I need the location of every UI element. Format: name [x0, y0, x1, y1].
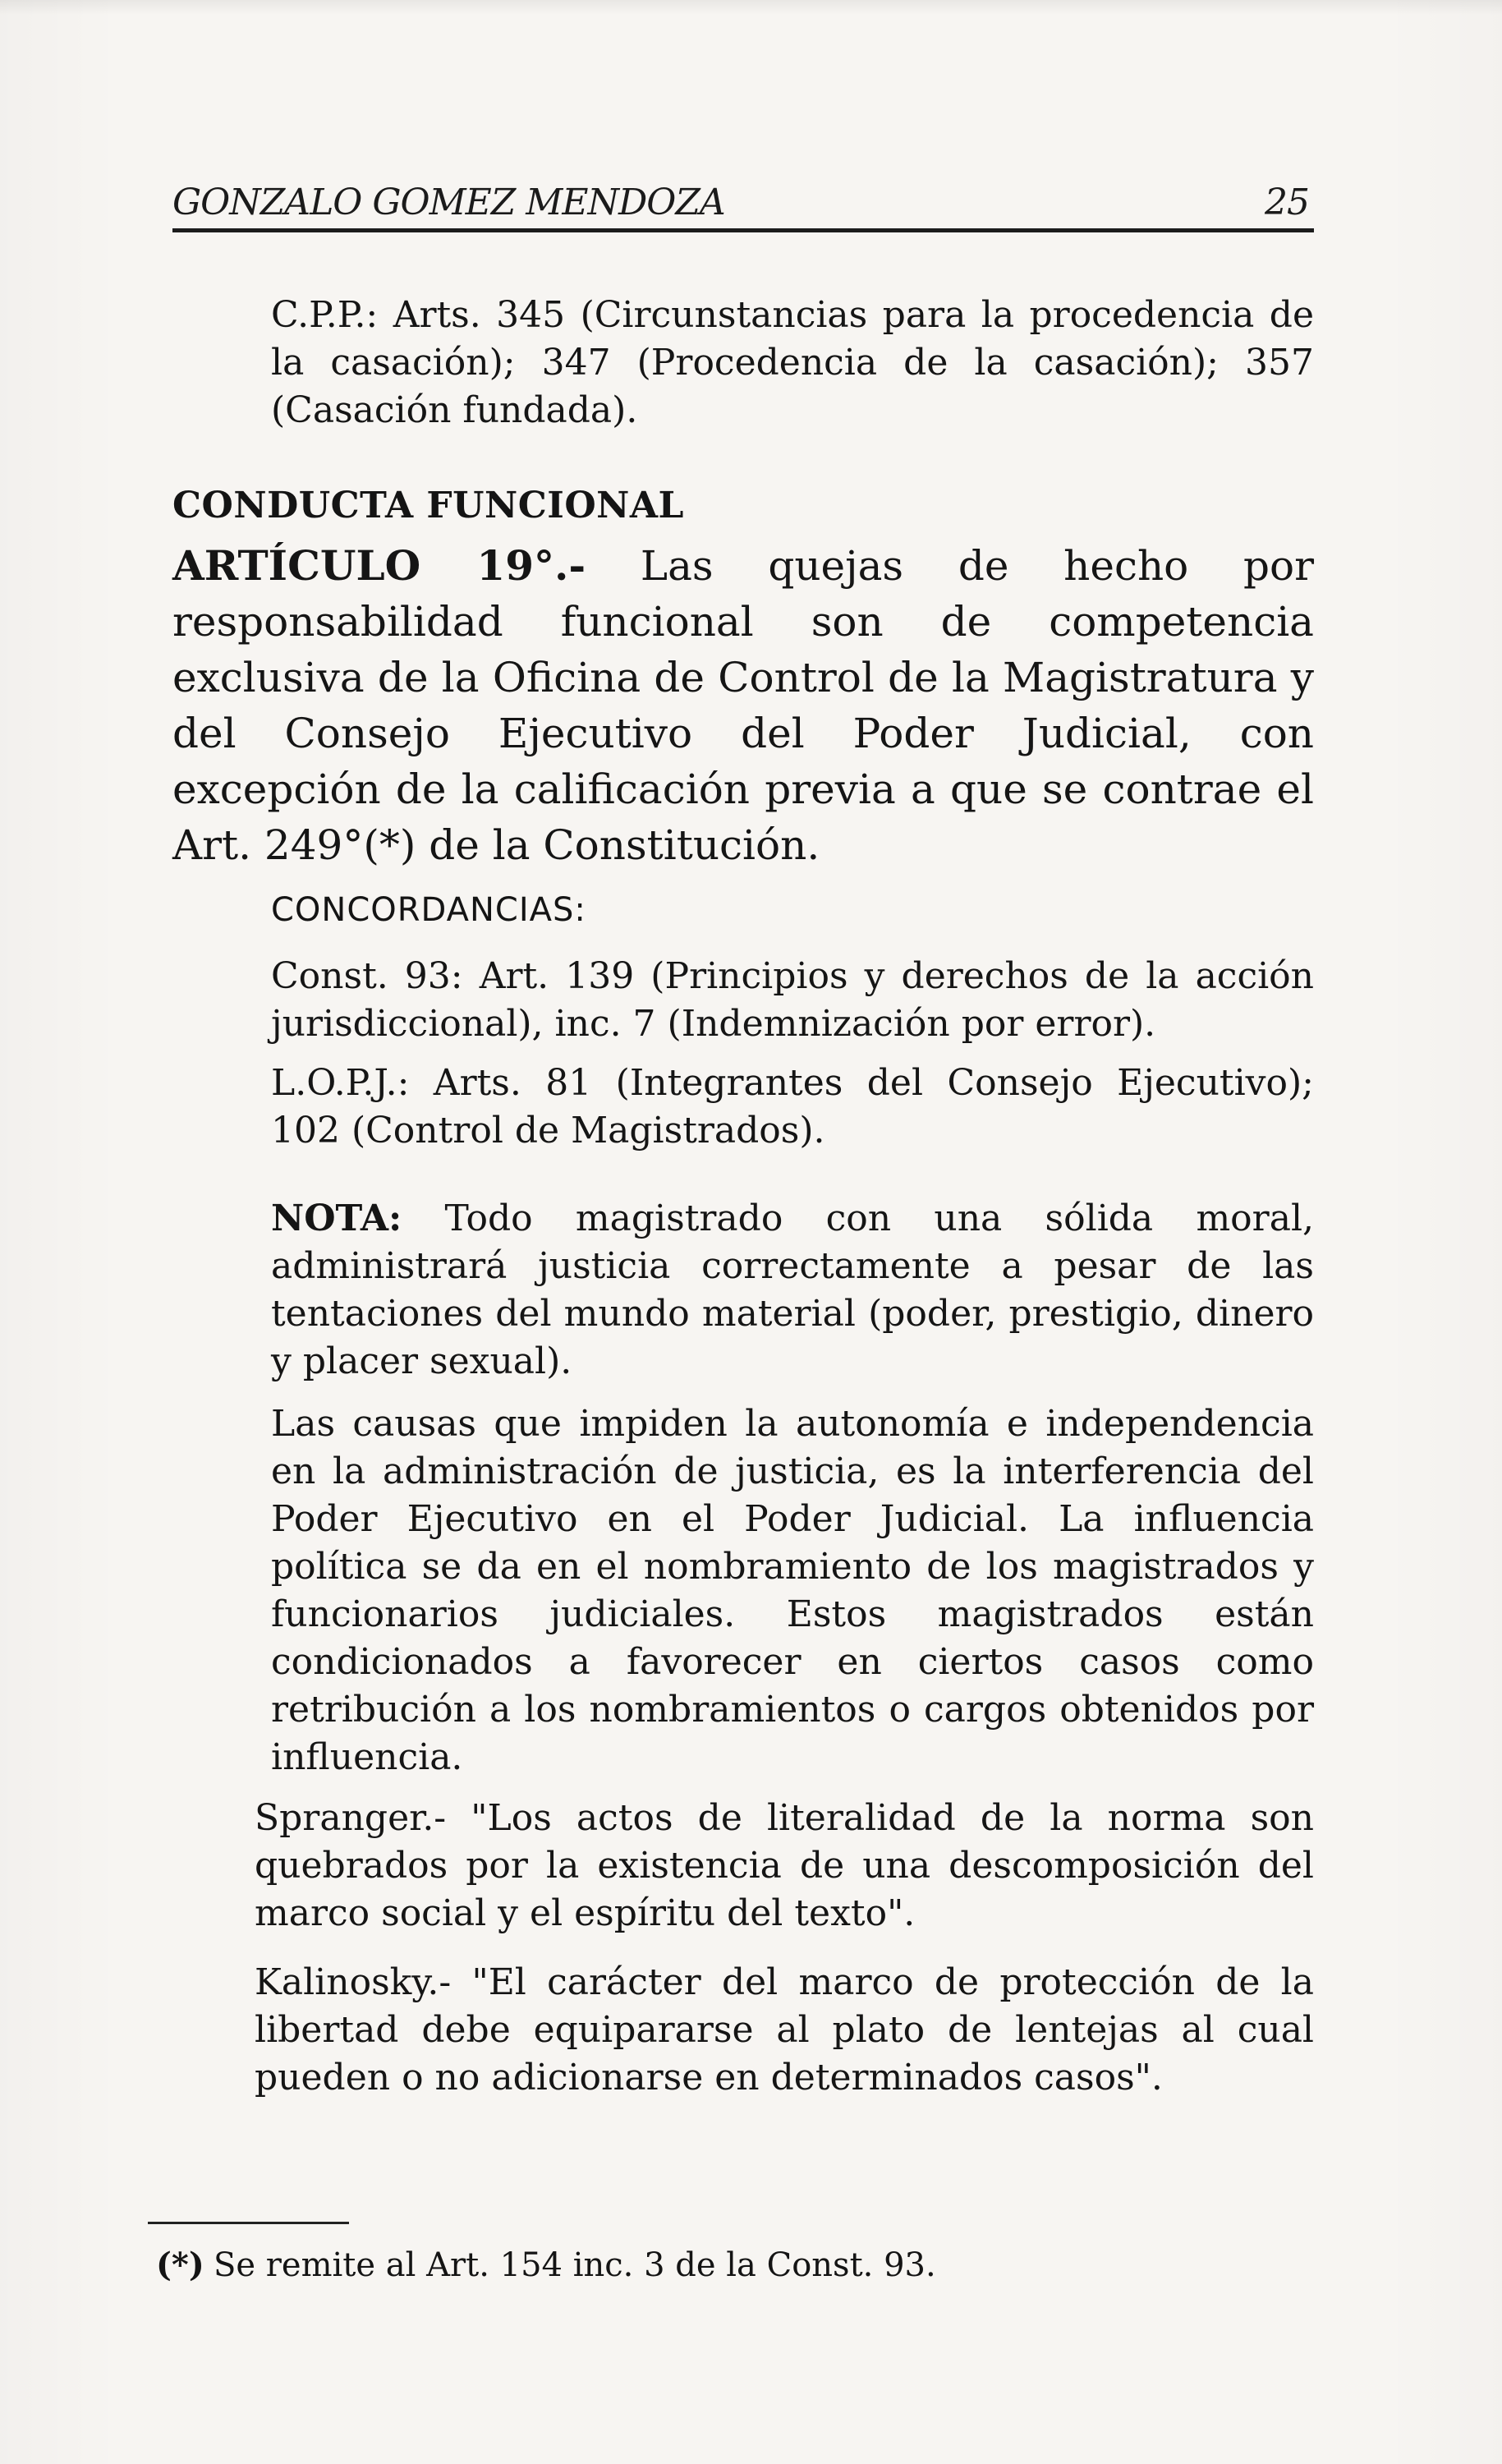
kalinosky-quote: Kalinosky.- "El carácter del marco de protección de la libertad debe equipararse al plato de lentejas al cual pueden o no adicionarse en determinados casos".	[255, 1961, 1314, 2099]
note-paragraph	[271, 1195, 1314, 1386]
concordance-item: Const. 93: Art. 139 (Principios y derechos de la acción jurisdiccional), inc. 7 (Indemnización por error).	[271, 955, 1314, 1045]
author-name: GONZALO GOMEZ MENDOZA	[172, 182, 725, 223]
footnote-divider	[148, 2222, 349, 2224]
footnote-text: Se remite al Art. 154 inc. 3 de la Const. 93.	[214, 2246, 936, 2284]
article-label: ARTÍCULO 19°.-	[172, 541, 586, 590]
concordances-heading: CONCORDANCIAS:	[271, 891, 586, 929]
footnote	[156, 2242, 936, 2288]
note-label: NOTA:	[271, 1198, 402, 1239]
article-text: Las quejas de hecho por responsabilidad funcional son de competencia exclusiva de la Oficina de Control de la Magistratura y del Consejo Ejecutivo del Poder Judicial, con excepción de la calificación previa a que se contrae el Art. 249°(*) de la Constitución.	[172, 542, 1314, 869]
section-heading: CONDUCTA FUNCIONAL	[172, 485, 684, 526]
article-paragraph	[172, 538, 1314, 873]
page-number: 25	[1265, 182, 1309, 223]
footnote-marker: (*)	[156, 2246, 204, 2284]
note-text: Todo magistrado con una sólida moral, administrará justicia correctamente a pesar de las tentaciones del mundo material (poder, prestigio, dinero y placer sexual).	[271, 1198, 1314, 1382]
scan-shadow	[0, 0, 1502, 15]
cpp-reference: C.P.P.: Arts. 345 (Circunstancias para la procedencia de la casación); 347 (Procedencia de la casación); 357 (Casación fundada).	[271, 294, 1314, 431]
running-header	[172, 172, 1314, 232]
concordance-item: L.O.P.J.: Arts. 81 (Integrantes del Consejo Ejecutivo); 102 (Control de Magistrados).	[271, 1062, 1314, 1152]
spranger-quote: Spranger.- "Los actos de literalidad de la norma son quebrados por la existencia de una descomposición del marco social y el espíritu del texto".	[255, 1797, 1314, 1934]
body-paragraph: Las causas que impiden la autonomía e independencia en la administración de justicia, es la interferencia del Poder Ejecutivo en el Poder Judicial. La influencia política se da en el nombramiento de los magistrados y funcionarios judiciales. Estos magistrados están condicionados a favorecer en ciertos casos como retribución a los nombramientos o cargos obtenidos por influencia.	[271, 1403, 1314, 1778]
